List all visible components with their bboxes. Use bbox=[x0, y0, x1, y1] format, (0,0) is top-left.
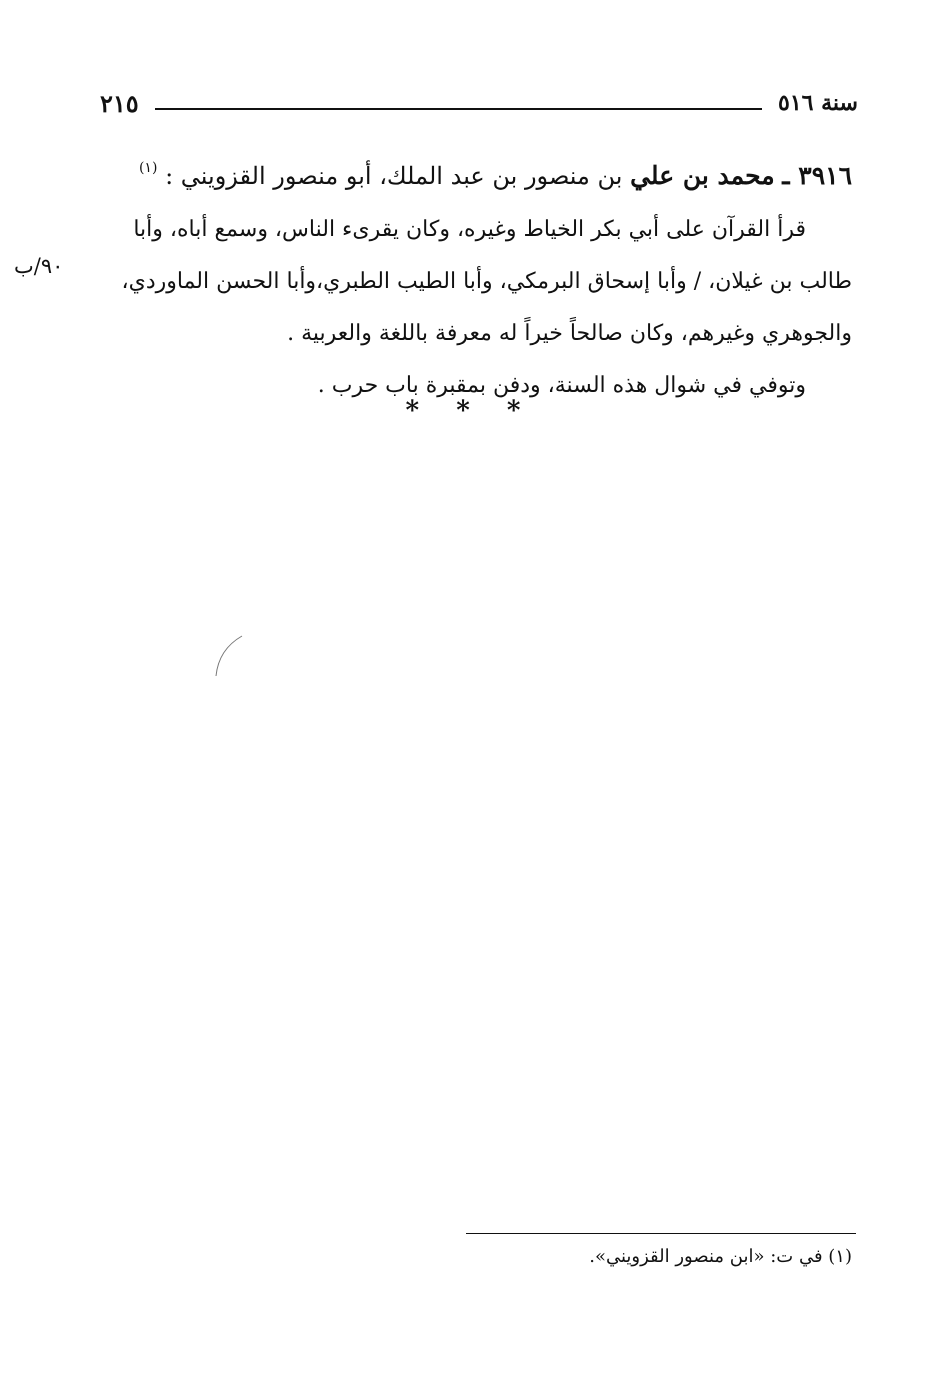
body-line: طالب بن غيلان، / وأبا إسحاق البرمكي، وأبا الطيب الطبري،وأبا الحسن الماوردي، bbox=[121, 269, 852, 294]
section-separator: * * * bbox=[405, 396, 535, 426]
entry-name-bold: محمد بن علي bbox=[630, 161, 775, 190]
entry-body bbox=[92, 204, 852, 412]
footnote: (١) في ت: «ابن منصور القزويني». bbox=[589, 1246, 852, 1267]
pencil-mark bbox=[208, 630, 248, 680]
body-line: والجوهري وغيرهم، وكان صالحاً خيراً له معرفة باللغة والعربية . bbox=[287, 321, 852, 346]
body-line: وتوفي في شوال هذه السنة، ودفن بمقبرة باب حرب . bbox=[317, 373, 806, 398]
entry-heading bbox=[92, 146, 852, 198]
manuscript-folio-note: ٩٠/ب bbox=[14, 254, 64, 278]
entry-name-rest: بن منصور بن عبد الملك، أبو منصور القزويني : bbox=[165, 162, 623, 190]
header-year: سنة ٥١٦ bbox=[778, 90, 858, 116]
header-rule bbox=[155, 108, 762, 110]
page-number: ٢١٥ bbox=[100, 88, 139, 118]
body-line: قرأ القرآن على أبي بكر الخياط وغيره، وكان يقرىء الناس، وسمع أباه، وأبا bbox=[133, 217, 806, 242]
running-header bbox=[100, 86, 858, 120]
footnote-reference: (١) bbox=[138, 160, 158, 176]
entry-number: ٣٩١٦ ـ bbox=[782, 161, 852, 190]
footnote-rule bbox=[466, 1233, 856, 1234]
